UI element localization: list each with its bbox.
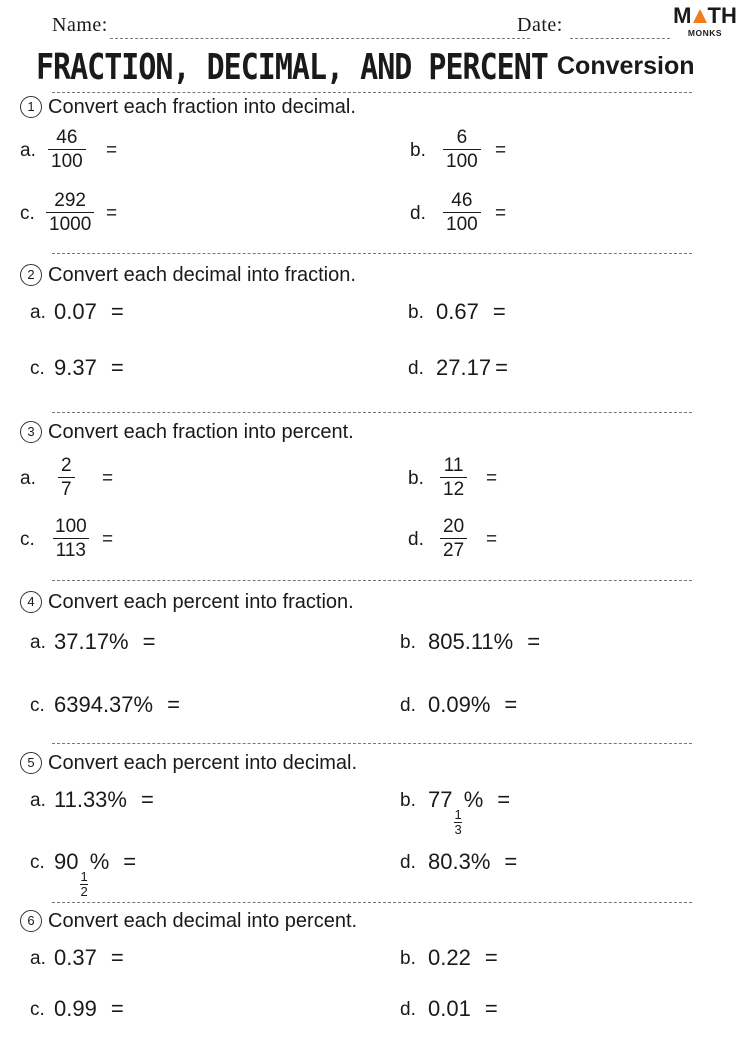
value-text: 0.37 (54, 945, 97, 970)
equals-sign: = (495, 203, 507, 224)
equals-sign: = (484, 945, 498, 970)
problem-letter: a. (30, 948, 46, 969)
percent-sign: % (463, 787, 484, 812)
problem-letter: d. (400, 999, 416, 1020)
logo-triangle-icon (693, 9, 707, 23)
fraction (440, 454, 467, 501)
value-text: 0.09% (428, 692, 491, 717)
problem-value (54, 945, 124, 971)
value-text: 0.22 (428, 945, 471, 970)
equals-sign: = (492, 299, 506, 324)
equals-sign: = (504, 692, 518, 717)
problem-letter: c. (30, 999, 45, 1020)
equals-sign: = (123, 849, 137, 874)
equals-sign: = (106, 203, 118, 224)
section-1-heading (20, 96, 356, 119)
section-heading-text: Convert each percent into decimal. (48, 752, 358, 774)
denominator: 100 (48, 149, 86, 173)
problem-letter: a. (30, 302, 46, 323)
numerator: 100 (55, 516, 87, 537)
equals-sign: = (102, 468, 114, 489)
problem-letter: c. (30, 852, 45, 873)
problem-letter: c. (30, 358, 45, 379)
problem-letter: b. (400, 948, 416, 969)
worksheet-title: FRACTION, DECIMAL, AND PERCENT (36, 47, 548, 89)
section-heading-text: Convert each decimal into fraction. (48, 264, 356, 286)
equals-sign: = (140, 787, 154, 812)
problem-value (428, 629, 540, 655)
denominator: 1000 (46, 212, 94, 236)
denominator: 3 (454, 822, 462, 837)
divider (52, 580, 692, 581)
logo-text-th: TH (707, 3, 737, 28)
divider (52, 92, 692, 93)
whole-number: 90 (54, 849, 79, 874)
section-5-heading (20, 752, 357, 775)
date-line[interactable] (570, 38, 670, 39)
section-number: 1 (20, 96, 42, 118)
section-number: 6 (20, 910, 42, 932)
equals-sign: = (504, 849, 518, 874)
equals-sign: = (486, 529, 498, 550)
divider (52, 412, 692, 413)
section-heading-text: Convert each fraction into percent. (48, 421, 354, 443)
problem-letter: d. (408, 358, 424, 379)
section-6-heading (20, 910, 357, 933)
section-heading-text: Convert each percent into fraction. (48, 591, 354, 613)
equals-sign: = (167, 692, 180, 717)
value-text: 80.3% (428, 849, 491, 874)
problem-value (428, 787, 510, 837)
problem-letter: b. (408, 468, 424, 489)
math-monks-logo (672, 5, 738, 38)
problem-value (436, 355, 508, 381)
fraction (443, 189, 481, 236)
section-number: 2 (20, 264, 42, 286)
mixed-fraction (454, 808, 461, 837)
problem-letter: a. (20, 140, 36, 161)
date-label: Date: (517, 14, 563, 36)
problem-letter: d. (408, 529, 424, 550)
problem-value (428, 945, 498, 971)
fraction (48, 126, 86, 173)
percent-sign: % (89, 849, 110, 874)
equals-sign: = (110, 299, 124, 324)
equals-sign: = (486, 468, 498, 489)
name-line[interactable] (110, 38, 530, 39)
section-number: 4 (20, 591, 42, 613)
mixed-fraction (80, 870, 87, 899)
numerator: 20 (443, 516, 465, 537)
problem-value (428, 849, 517, 875)
value-text: 0.67 (436, 299, 479, 324)
problem-letter: a. (30, 632, 46, 653)
equals-sign: = (495, 140, 507, 161)
numerator: 11 (443, 455, 464, 476)
problem-value (428, 996, 498, 1022)
denominator: 100 (443, 212, 481, 236)
value-text: 805.11% (428, 629, 514, 654)
value-text: 0.07 (54, 299, 97, 324)
fraction (58, 454, 75, 501)
problem-value (54, 787, 154, 813)
value-text: 27.17 (436, 355, 492, 380)
value-text: 0.01 (428, 996, 471, 1021)
problem-value (54, 299, 124, 325)
numerator: 1 (454, 807, 462, 822)
problem-value (54, 355, 124, 381)
section-heading-text: Convert each fraction into decimal. (48, 96, 356, 118)
section-2-heading (20, 264, 356, 287)
problem-letter: b. (410, 140, 426, 161)
problem-value (54, 629, 155, 655)
value-text: 0.99 (54, 996, 97, 1021)
problem-letter: b. (408, 302, 424, 323)
numerator: 2 (61, 455, 72, 476)
problem-value (436, 299, 506, 325)
fraction (443, 126, 481, 173)
problem-letter: a. (20, 468, 36, 489)
divider (52, 743, 692, 744)
equals-sign: = (527, 629, 541, 654)
worksheet-subtitle: Conversion (557, 52, 695, 80)
denominator: 27 (440, 538, 467, 562)
fraction (46, 189, 94, 236)
equals-sign: = (110, 355, 124, 380)
name-label: Name: (52, 14, 108, 36)
numerator: 6 (456, 127, 468, 148)
divider (52, 902, 692, 903)
problem-value (54, 996, 124, 1022)
problem-value (54, 849, 136, 899)
fraction (440, 515, 467, 562)
problem-letter: b. (400, 632, 416, 653)
problem-letter: c. (30, 695, 45, 716)
equals-sign: = (142, 629, 156, 654)
equals-sign: = (484, 996, 498, 1021)
equals-sign: = (102, 529, 114, 550)
value-text: 37.17% (54, 629, 129, 654)
problem-value (428, 692, 517, 718)
section-heading-text: Convert each decimal into percent. (48, 910, 358, 932)
problem-letter: c. (20, 203, 35, 224)
logo-text-m: M (673, 3, 692, 28)
divider (52, 253, 692, 254)
equals-sign: = (110, 996, 124, 1021)
denominator: 113 (53, 538, 89, 562)
numerator: 1 (80, 869, 88, 884)
whole-number: 77 (428, 787, 453, 812)
problem-letter: c. (20, 529, 35, 550)
denominator: 2 (80, 884, 88, 899)
section-3-heading (20, 421, 354, 444)
equals-sign: = (497, 787, 511, 812)
section-number: 3 (20, 421, 42, 443)
logo-text-monks: MONKS (687, 28, 723, 38)
numerator: 46 (451, 190, 473, 211)
value-text: 9.37 (54, 355, 97, 380)
numerator: 46 (56, 127, 78, 148)
denominator: 7 (58, 477, 75, 501)
problem-value (54, 692, 180, 718)
equals-sign: = (106, 140, 118, 161)
denominator: 100 (443, 149, 481, 173)
problem-letter: b. (400, 790, 416, 811)
fraction (52, 515, 90, 562)
section-4-heading (20, 591, 354, 614)
section-number: 5 (20, 752, 42, 774)
equals-sign: = (110, 945, 124, 970)
value-text: 6394.37% (54, 692, 154, 717)
equals-sign: = (495, 355, 508, 380)
denominator: 12 (440, 477, 467, 501)
problem-letter: d. (410, 203, 426, 224)
problem-letter: a. (30, 790, 46, 811)
problem-letter: d. (400, 852, 416, 873)
problem-letter: d. (400, 695, 416, 716)
numerator: 292 (54, 190, 86, 211)
value-text: 11.33% (54, 787, 127, 812)
